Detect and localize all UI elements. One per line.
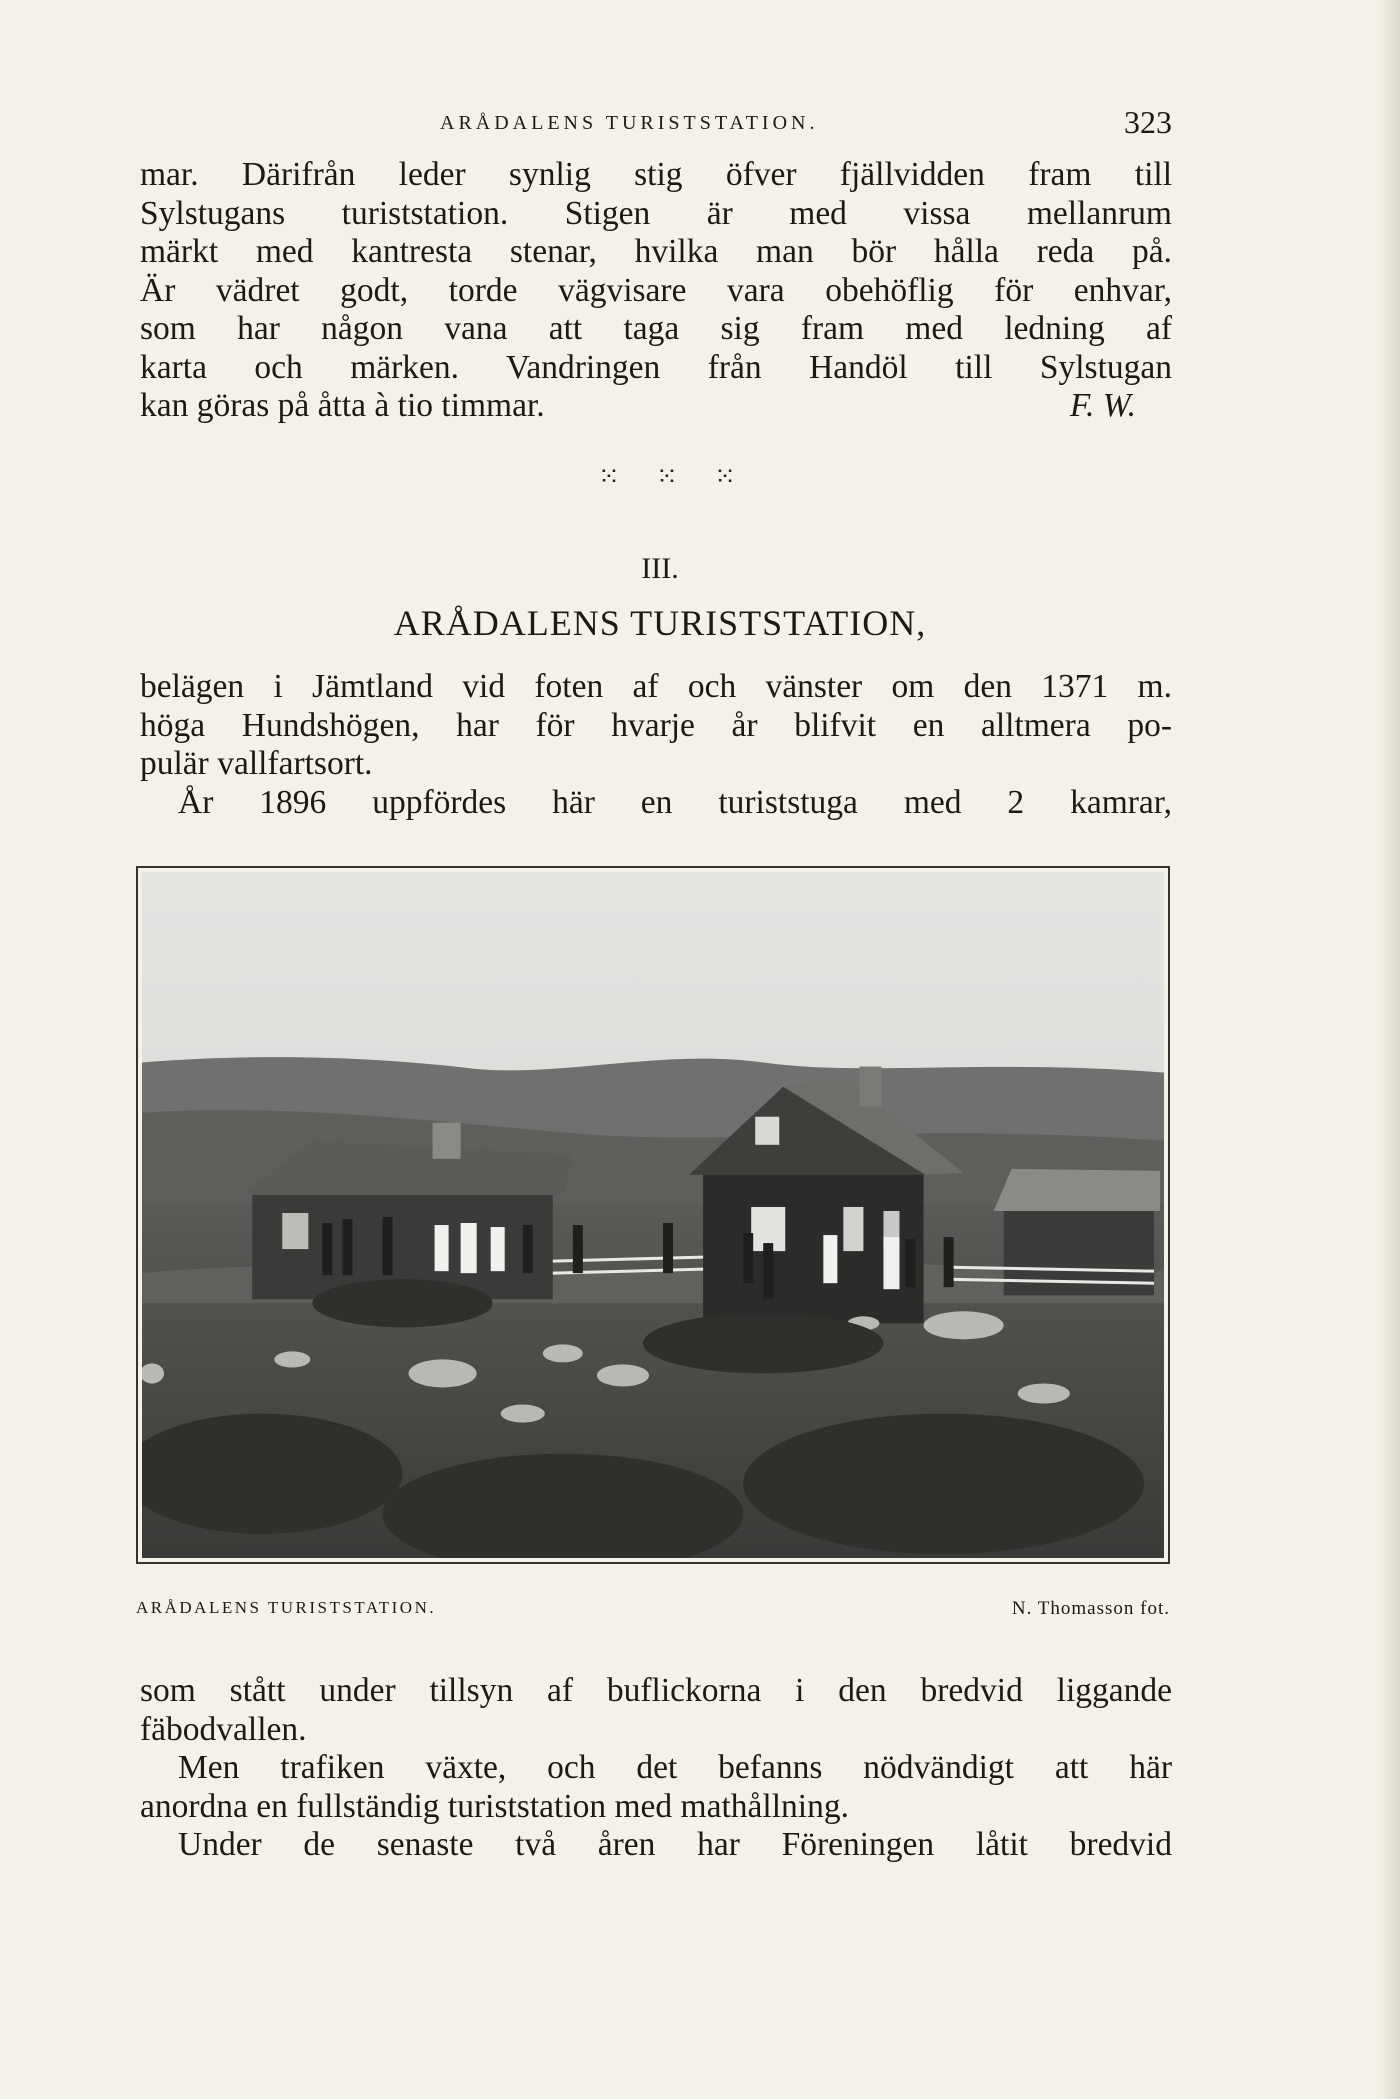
text-line: som stått under tillsyn af buflickorna i den bredvid liggande <box>140 1672 1172 1709</box>
text-line: Sylstugans turiststation. Stigen är med vissa mellanrum <box>140 194 1172 232</box>
text-line: År 1896 uppfördes här en turiststuga med 2 kamrar, <box>178 783 1172 821</box>
station-photograph <box>136 866 1170 1564</box>
text-line: fäbodvallen. <box>140 1710 307 1748</box>
photo-illustration <box>142 872 1164 1558</box>
text-line: Under de senaste två åren har Föreningen låtit bredvid <box>178 1826 1172 1863</box>
running-title: ARÅDALENS TURISTSTATION. <box>440 112 819 134</box>
figure-caption <box>136 1598 1170 1622</box>
text-line: kan göras på åtta à tio timmar. <box>140 387 545 424</box>
running-head <box>140 104 1172 144</box>
text-line: karta och märken. Vandringen från Handöl till Sylstugan <box>140 348 1172 386</box>
text-line: pulär vallfartsort. <box>140 745 373 782</box>
photo-credit: N. Thomasson fot. <box>1011 1598 1170 1619</box>
paragraph-station-intro <box>140 668 1172 822</box>
text-line-with-signature <box>140 387 1172 426</box>
text-line: mar. Därifrån leder synlig stig öfver fjällvidden fram till <box>140 156 1172 193</box>
text-line: märkt med kantresta stenar, hvilka man bör hålla reda på. <box>140 233 1172 270</box>
text-line: anordna en fullständig turiststation med mathållning. <box>140 1787 849 1825</box>
paragraph-station-history <box>140 1672 1172 1865</box>
section-number: III. <box>641 552 679 585</box>
section-title: ARÅDALENS TURISTSTATION, <box>393 603 927 643</box>
author-signature: F. W. <box>1069 387 1136 424</box>
text-line: Men trafiken växte, och det befanns nödvändigt att här <box>178 1749 1172 1786</box>
page-number: 323 <box>1124 104 1172 140</box>
section-ornament: ⁙ ⁙ ⁙ <box>598 462 750 492</box>
text-line: belägen i Jämtland vid foten af och vänster om den 1371 m. <box>140 668 1172 705</box>
text-line: som har någon vana att taga sig fram med ledning af <box>140 310 1172 347</box>
text-line: höga Hundshögen, har för hvarje år blifvit en alltmera po- <box>140 706 1172 744</box>
text-line: Är vädret godt, torde vägvisare vara obehöflig för enhvar, <box>140 271 1172 309</box>
caption-title: ARÅDALENS TURISTSTATION. <box>136 1598 437 1617</box>
paragraph-route-description <box>140 156 1172 426</box>
